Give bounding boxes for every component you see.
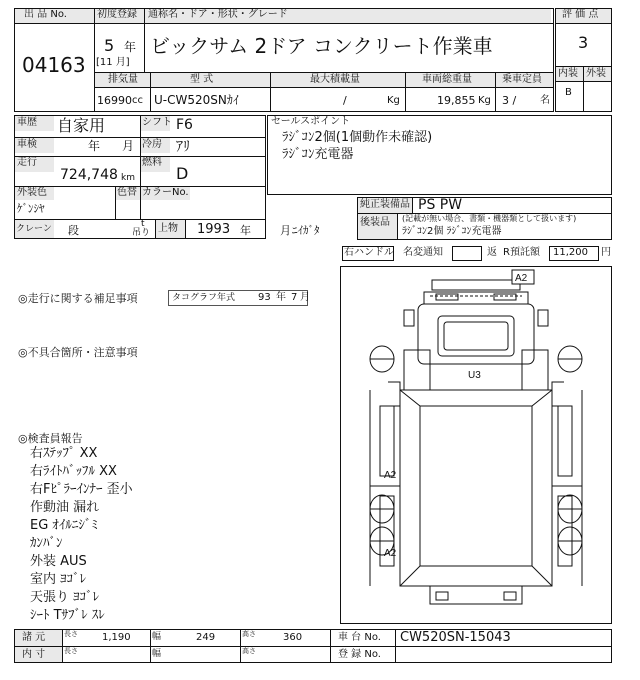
history-value: 自家用 bbox=[57, 116, 106, 135]
crane-stages: 段 bbox=[68, 224, 79, 237]
defects-label: ◎不具合箇所・注意事項 bbox=[18, 346, 138, 359]
exterior-label: 外装 bbox=[586, 68, 606, 79]
width-label: 幅 bbox=[152, 632, 162, 642]
capacity-label: 乗車定員 bbox=[502, 74, 542, 85]
tacho-year: 93 bbox=[258, 292, 271, 303]
fuel-value: D bbox=[176, 164, 189, 183]
height-label: 高さ bbox=[242, 630, 256, 638]
width-label-inner: 幅 bbox=[152, 649, 162, 659]
report-line: EG ｵｲﾙﾆｼﾞﾐ bbox=[30, 518, 98, 533]
vehicle-name-label: 通称名・ドア・形状・グレード bbox=[148, 9, 288, 20]
specs-label: 諸 元 bbox=[22, 632, 46, 643]
crane-tons: t bbox=[141, 219, 145, 229]
gross-weight-label: 車両総重量 bbox=[422, 74, 472, 85]
capacity-unit: 名 bbox=[540, 95, 550, 106]
mileage-unit: km bbox=[121, 173, 135, 183]
crane-label: クレーン bbox=[16, 224, 52, 234]
report-line: 右Fﾋﾟﾗｰｲﾝﾅｰ 歪小 bbox=[30, 482, 133, 497]
length-value: 1,190 bbox=[102, 632, 131, 643]
overall-grade: 3 bbox=[578, 33, 589, 52]
height-value: 360 bbox=[283, 632, 303, 643]
report-line: 外装 AUS bbox=[30, 554, 87, 569]
shift-label: シフト bbox=[142, 117, 172, 128]
inspection-label: 車検 bbox=[17, 139, 37, 150]
color-number-label: カラーNo. bbox=[142, 187, 189, 198]
handle-side: 右ハンドル bbox=[344, 247, 394, 258]
history-label: 車歴 bbox=[17, 117, 37, 128]
shift-value: F6 bbox=[176, 117, 193, 133]
registration-month: [11 月] bbox=[96, 57, 130, 68]
inspector-report-list bbox=[30, 447, 133, 627]
length-label-inner: 長さ bbox=[64, 647, 78, 655]
mileage-label: 走行 bbox=[17, 157, 37, 168]
genuine-equipment-label: 純正装備品 bbox=[360, 199, 410, 210]
damage-mark: U3 bbox=[468, 370, 481, 381]
inner-size-label: 内 寸 bbox=[22, 649, 46, 660]
tacho-month-unit: 月 bbox=[300, 292, 310, 303]
ac-value: ｱﾘ bbox=[176, 139, 190, 155]
max-load-value: / bbox=[343, 94, 347, 107]
ac-label: 冷房 bbox=[142, 139, 162, 150]
gross-weight-value: 19,855 bbox=[437, 94, 476, 107]
color-value: ｹﾞﾝｼﾔ bbox=[17, 202, 45, 215]
aftermarket-note: (記載が無い場合、書類・機器類として扱います) bbox=[402, 214, 577, 223]
tacho-month: 7 bbox=[291, 292, 298, 303]
color-change-label: 色替 bbox=[117, 187, 137, 198]
body-month-unit: 月 bbox=[280, 224, 291, 237]
lot-label: 出 品 No. bbox=[24, 9, 67, 20]
body-year: 1993 bbox=[197, 222, 231, 237]
max-load-label: 最大積載量 bbox=[310, 74, 360, 85]
body-maker: ﾆｲｶﾞﾀ bbox=[292, 224, 320, 237]
displacement-unit: cc bbox=[132, 95, 143, 106]
recycle-deposit-amount: 11,200 bbox=[553, 247, 588, 258]
name-change-label: 名変通知 bbox=[403, 247, 443, 258]
sales-point-1: ﾗｼﾞｺﾝ2個(1個動作未確認) bbox=[282, 130, 433, 145]
sales-points-label: セールスポイント bbox=[271, 116, 351, 127]
damage-mark: A2 bbox=[515, 273, 528, 284]
chassis-number: CW520SN-15043 bbox=[400, 630, 511, 645]
aftermarket-label: 後装品 bbox=[360, 217, 390, 228]
tacho-label: タコグラフ年式 bbox=[172, 293, 236, 303]
displacement-label: 排気量 bbox=[108, 74, 138, 85]
mileage-value: 724,748 bbox=[60, 167, 118, 183]
registration-year: 5 bbox=[104, 36, 115, 55]
damage-mark: A2 bbox=[384, 470, 397, 481]
inspection-year: 年 bbox=[88, 139, 101, 153]
model-label: 型 式 bbox=[190, 74, 214, 85]
inspector-report-label: ◎検査員報告 bbox=[18, 432, 83, 445]
report-line: ｶﾝﾊﾞﾝ bbox=[30, 536, 63, 551]
sales-point-2: ﾗｼﾞｺﾝ充電器 bbox=[282, 147, 354, 162]
aftermarket-items: ﾗｼﾞｺﾝ2個 ﾗｼﾞｺﾝ充電器 bbox=[402, 226, 502, 237]
grade-label: 評 価 点 bbox=[562, 9, 599, 20]
recycle-deposit-label: R預託額 bbox=[503, 247, 540, 258]
vehicle-name: ビックサム 2ドア コンクリート作業車 bbox=[150, 34, 493, 58]
lot-number: 04163 bbox=[22, 53, 86, 77]
yen-unit: 円 bbox=[601, 247, 611, 258]
body-label: 上物 bbox=[158, 223, 178, 234]
report-line: 右ﾗｲﾄﾊﾞｯﾌﾙ XX bbox=[30, 464, 117, 479]
crane-hoist: 吊り bbox=[132, 228, 151, 238]
tax-label: 返 bbox=[487, 247, 497, 258]
report-line: 天張り ﾖｺﾞﾚ bbox=[30, 590, 100, 605]
height-label-inner: 高さ bbox=[242, 647, 256, 655]
capacity-value: 3 / bbox=[502, 94, 517, 107]
report-line: 右ｽﾃｯﾌﾟ XX bbox=[30, 446, 98, 461]
tacho-year-unit: 年 bbox=[276, 292, 286, 303]
registration-year-unit: 年 bbox=[124, 40, 137, 54]
color-label: 外装色 bbox=[17, 187, 47, 198]
report-line: 室内 ﾖｺﾞﾚ bbox=[30, 572, 87, 587]
damage-mark: A2 bbox=[384, 548, 397, 559]
interior-label: 内装 bbox=[558, 68, 578, 79]
inspection-month: 月 bbox=[122, 139, 135, 153]
length-label: 長さ bbox=[64, 630, 78, 638]
registration-number-label: 登 録 No. bbox=[338, 649, 381, 660]
model-value: U-CW520SNｶｲ bbox=[154, 93, 239, 107]
displacement-value: 16990 bbox=[97, 94, 132, 107]
first-registration-label: 初度登録 bbox=[97, 9, 137, 20]
report-line: ｼｰﾄ Tｻﾌﾞﾚ ｽﾚ bbox=[30, 608, 105, 623]
report-line: 作動油 漏れ bbox=[30, 500, 100, 515]
body-year-unit: 年 bbox=[240, 224, 251, 237]
max-load-unit: Kg bbox=[387, 95, 400, 106]
chassis-label: 車 台 No. bbox=[338, 632, 381, 643]
genuine-equipment: PS PW bbox=[418, 197, 463, 213]
driving-notes-label: ◎走行に関する補足事項 bbox=[18, 292, 138, 305]
gross-weight-unit: Kg bbox=[478, 95, 491, 106]
interior-grade: B bbox=[565, 87, 572, 98]
fuel-label: 燃料 bbox=[142, 157, 162, 168]
width-value: 249 bbox=[196, 632, 216, 643]
truck-diagram bbox=[340, 266, 612, 624]
